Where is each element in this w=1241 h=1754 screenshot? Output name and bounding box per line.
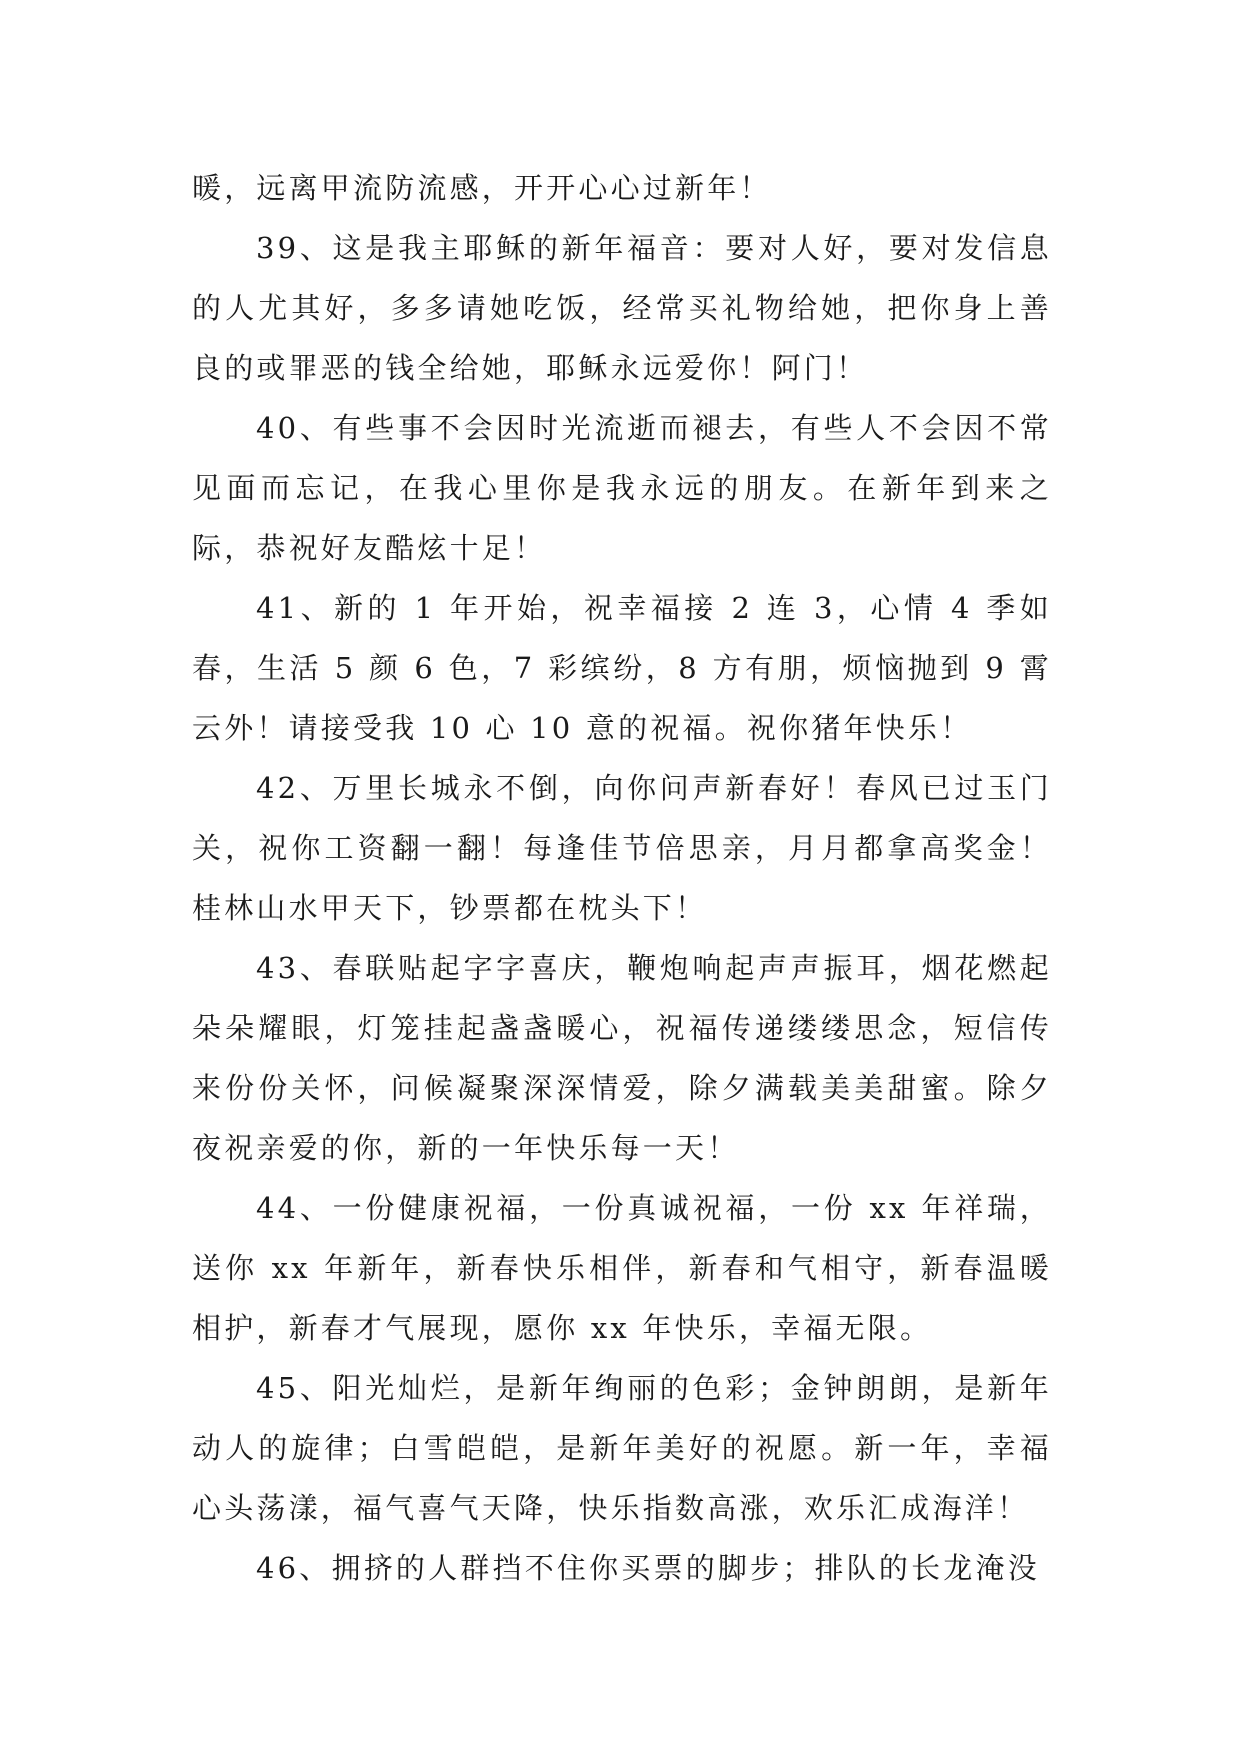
- paragraph-continuation: 暖，远离甲流防流感，开开心心过新年！: [192, 171, 772, 205]
- paragraph-43: 43、春联贴起字字喜庆，鞭炮响起声声振耳，烟花燃起朵朵耀眼，灯笼挂起盏盏暖心，祝福传递缕缕思念，短信传来份份关怀，问候凝聚深深情爱，除夕满载美美甜蜜。除夕夜祝亲爱的你，新的一年快乐每一天！: [192, 951, 1052, 1165]
- paragraph-44: 44、一份健康祝福，一份真诚祝福，一份 xx 年祥瑞，送你 xx 年新年，新春快乐相伴，新春和气相守，新春温暖相护，新春才气展现，愿你 xx 年快乐，幸福无限。: [192, 1191, 1052, 1345]
- paragraph-39: 39、这是我主耶稣的新年福音：要对人好，要对发信息的人尤其好，多多请她吃饭，经常买礼物给她，把你身上善良的或罪恶的钱全给她，耶稣永远爱你！阿门！: [192, 231, 1052, 385]
- paragraph-46: 46、拥挤的人群挡不住你买票的脚步；排队的长龙淹没: [256, 1551, 1040, 1585]
- document-body: [192, 158, 1052, 1598]
- paragraph-40: 40、有些事不会因时光流逝而褪去，有些人不会因不常见面而忘记，在我心里你是我永远的朋友。在新年到来之际，恭祝好友酷炫十足！: [192, 411, 1052, 565]
- paragraph-42: 42、万里长城永不倒，向你问声新春好！春风已过玉门关，祝你工资翻一翻！每逢佳节倍思亲，月月都拿高奖金！桂林山水甲天下，钞票都在枕头下！: [192, 771, 1052, 925]
- paragraph-45: 45、阳光灿烂，是新年绚丽的色彩；金钟朗朗，是新年动人的旋律；白雪皑皑，是新年美好的祝愿。新一年，幸福心头荡漾，福气喜气天降，快乐指数高涨，欢乐汇成海洋！: [192, 1371, 1052, 1525]
- paragraph-41: 41、新的 1 年开始，祝幸福接 2 连 3，心情 4 季如春，生活 5 颜 6 色，7 彩缤纷，8 方有朋，烦恼抛到 9 霄云外！请接受我 10 心 10 意的祝福。祝你猪年快乐！: [192, 591, 1052, 745]
